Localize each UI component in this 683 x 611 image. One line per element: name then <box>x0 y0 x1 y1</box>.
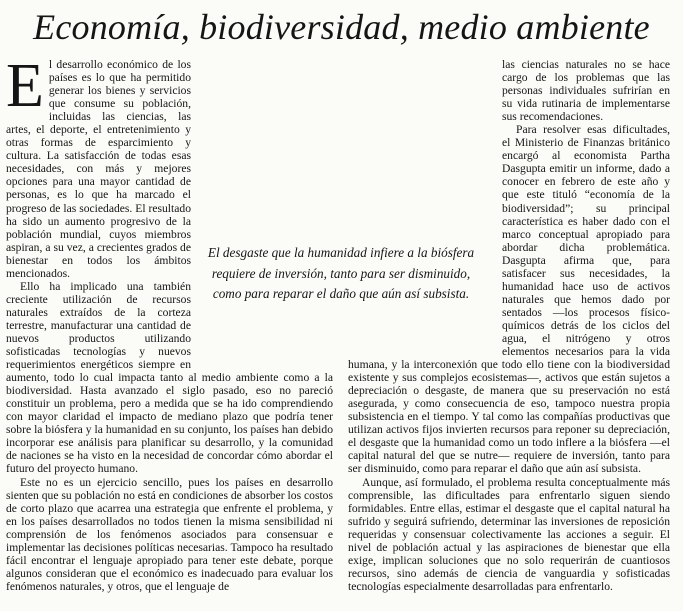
pull-quote: El desgaste que la humanidad infiere a la biósfera requiere de inversión, tanto para ser disminuido, como para reparar el daño que aún así subsista. <box>207 245 475 302</box>
paragraph: Este no es un ejercicio sencillo, pues los países en desarrollo sienten que su población no está en condiciones de absorber los costos de corto plazo que acarrea una estrategia que enfrente el problema, y en los países desarrollados no todos tienen la misma sensibilidad ni comprensión de los fenómenos asociados para consensuar e implementar las decisiones políticas necesarias. Tampoco ha resultado fácil encontrar el lenguaje apropiado para tener este debate, porque algunos consideran que el económico es inadecuado para evaluar los fenómenos naturales, y otros, que el lenguaje de <box>6 475 333 593</box>
left-column <box>6 52 333 593</box>
paragraph: Para resolver esas dificultades, el Ministerio de Finanzas británico encargó al economista Partha Dasgupta emitir un informe, dado a conocer en febrero de este año y que este tituló “economía de la biodiversidad”; su principal característica es haber dado con el marco conceptual apropiado para abordar dicha problemática. Dasgupta afirma que, para satisfacer sus necesidades, la humanidad hace uso de activos naturales que hemos dado por sentados —los procesos físico-químicos detrás de los ciclos del agua, el nitrógeno y otros elementos necesarios para la vida humana, y la interconexión que todo ello tiene con la biodiversidad existente y sus complejos ecosistemas—, activos que están sujetos a depreciación o desgaste, de manera que su preservación no está asegurada, y como consecuencia de eso, tampoco nuestra propia subsistencia en el tiempo. Y tal como las compañías productivas que utilizan activos fijos invierten recursos para reponer su depreciación, el desgaste que la humanidad como un todo inflere a la biósfera —el capital natural del que se nutre— requiere de inversión, tanto para ser disminuido, como para reparar el daño que aún así subsista. <box>348 123 670 476</box>
drop-cap: E <box>6 52 44 120</box>
right-column <box>348 58 670 593</box>
paragraph: las ciencias naturales no se hace cargo de los problemas que las personas individuales sufrirían en su vida rutinaria de implementarse sus recomendaciones. <box>502 58 670 124</box>
article-title: Economía, biodiversidad, medio ambiente <box>33 7 650 47</box>
paragraph: Ello ha implicado una también creciente utilización de recursos naturales extraídos de la corteza terrestre, manufacturar una cantidad de nuevos productos utilizando sofisticadas tecnologías y nuevos requerimientos energéticos siempre en aumento, todo lo cual impacta tanto al medio ambiente como a la biodiversidad. Hasta avanzado el siglo pasado, eso no pareció constituir un problema, pero a medida que se ha ido comprendiendo con mayor claridad el impacto de mediano plazo que podría tener sobre la biósfera y la humanidad en su conjunto, los países han debido incorporar ese análisis para planificar su desarrollo, y la comunidad de naciones se ha visto en la necesidad de concordar cómo abordar el futuro del proyecto humano. <box>6 279 333 476</box>
paragraph: Aunque, así formulado, el problema resulta conceptualmente más comprensible, las dificultades para enfrentarlo siguen siendo formidables. Entre ellas, estimar el desgaste que el capital natural ha sufrido y seguirá sufriendo, determinar las inversiones de reposición requeridas y consensuar colectivamente las acciones a seguir. El nivel de población actual y las aspiraciones de bienestar que ella exige, implican soluciones que no solo requerirán de cuantiosos recursos, sino además de ciencia de vanguardia y sofisticadas tecnologías especialmente desarrolladas para enfrentarlo. <box>348 475 670 593</box>
paragraph: El desarrollo económico de los países es lo que ha permitido generar los bienes y servicios que consume su población, incluidas las ciencias, las artes, el deporte, el entretenimiento y otras formas de esparcimiento y cultura. La satisfacción de todas esas necesidades, con más y mejores opciones para una mayor cantidad de personas, es lo que ha marcado el progreso de las sociedades. El resultado ha sido un aumento progresivo de la población mundial, cuyos miembros aspiran, a su vez, a crecientes grados de bienestar en todos los ámbitos mencionados. <box>6 52 191 280</box>
